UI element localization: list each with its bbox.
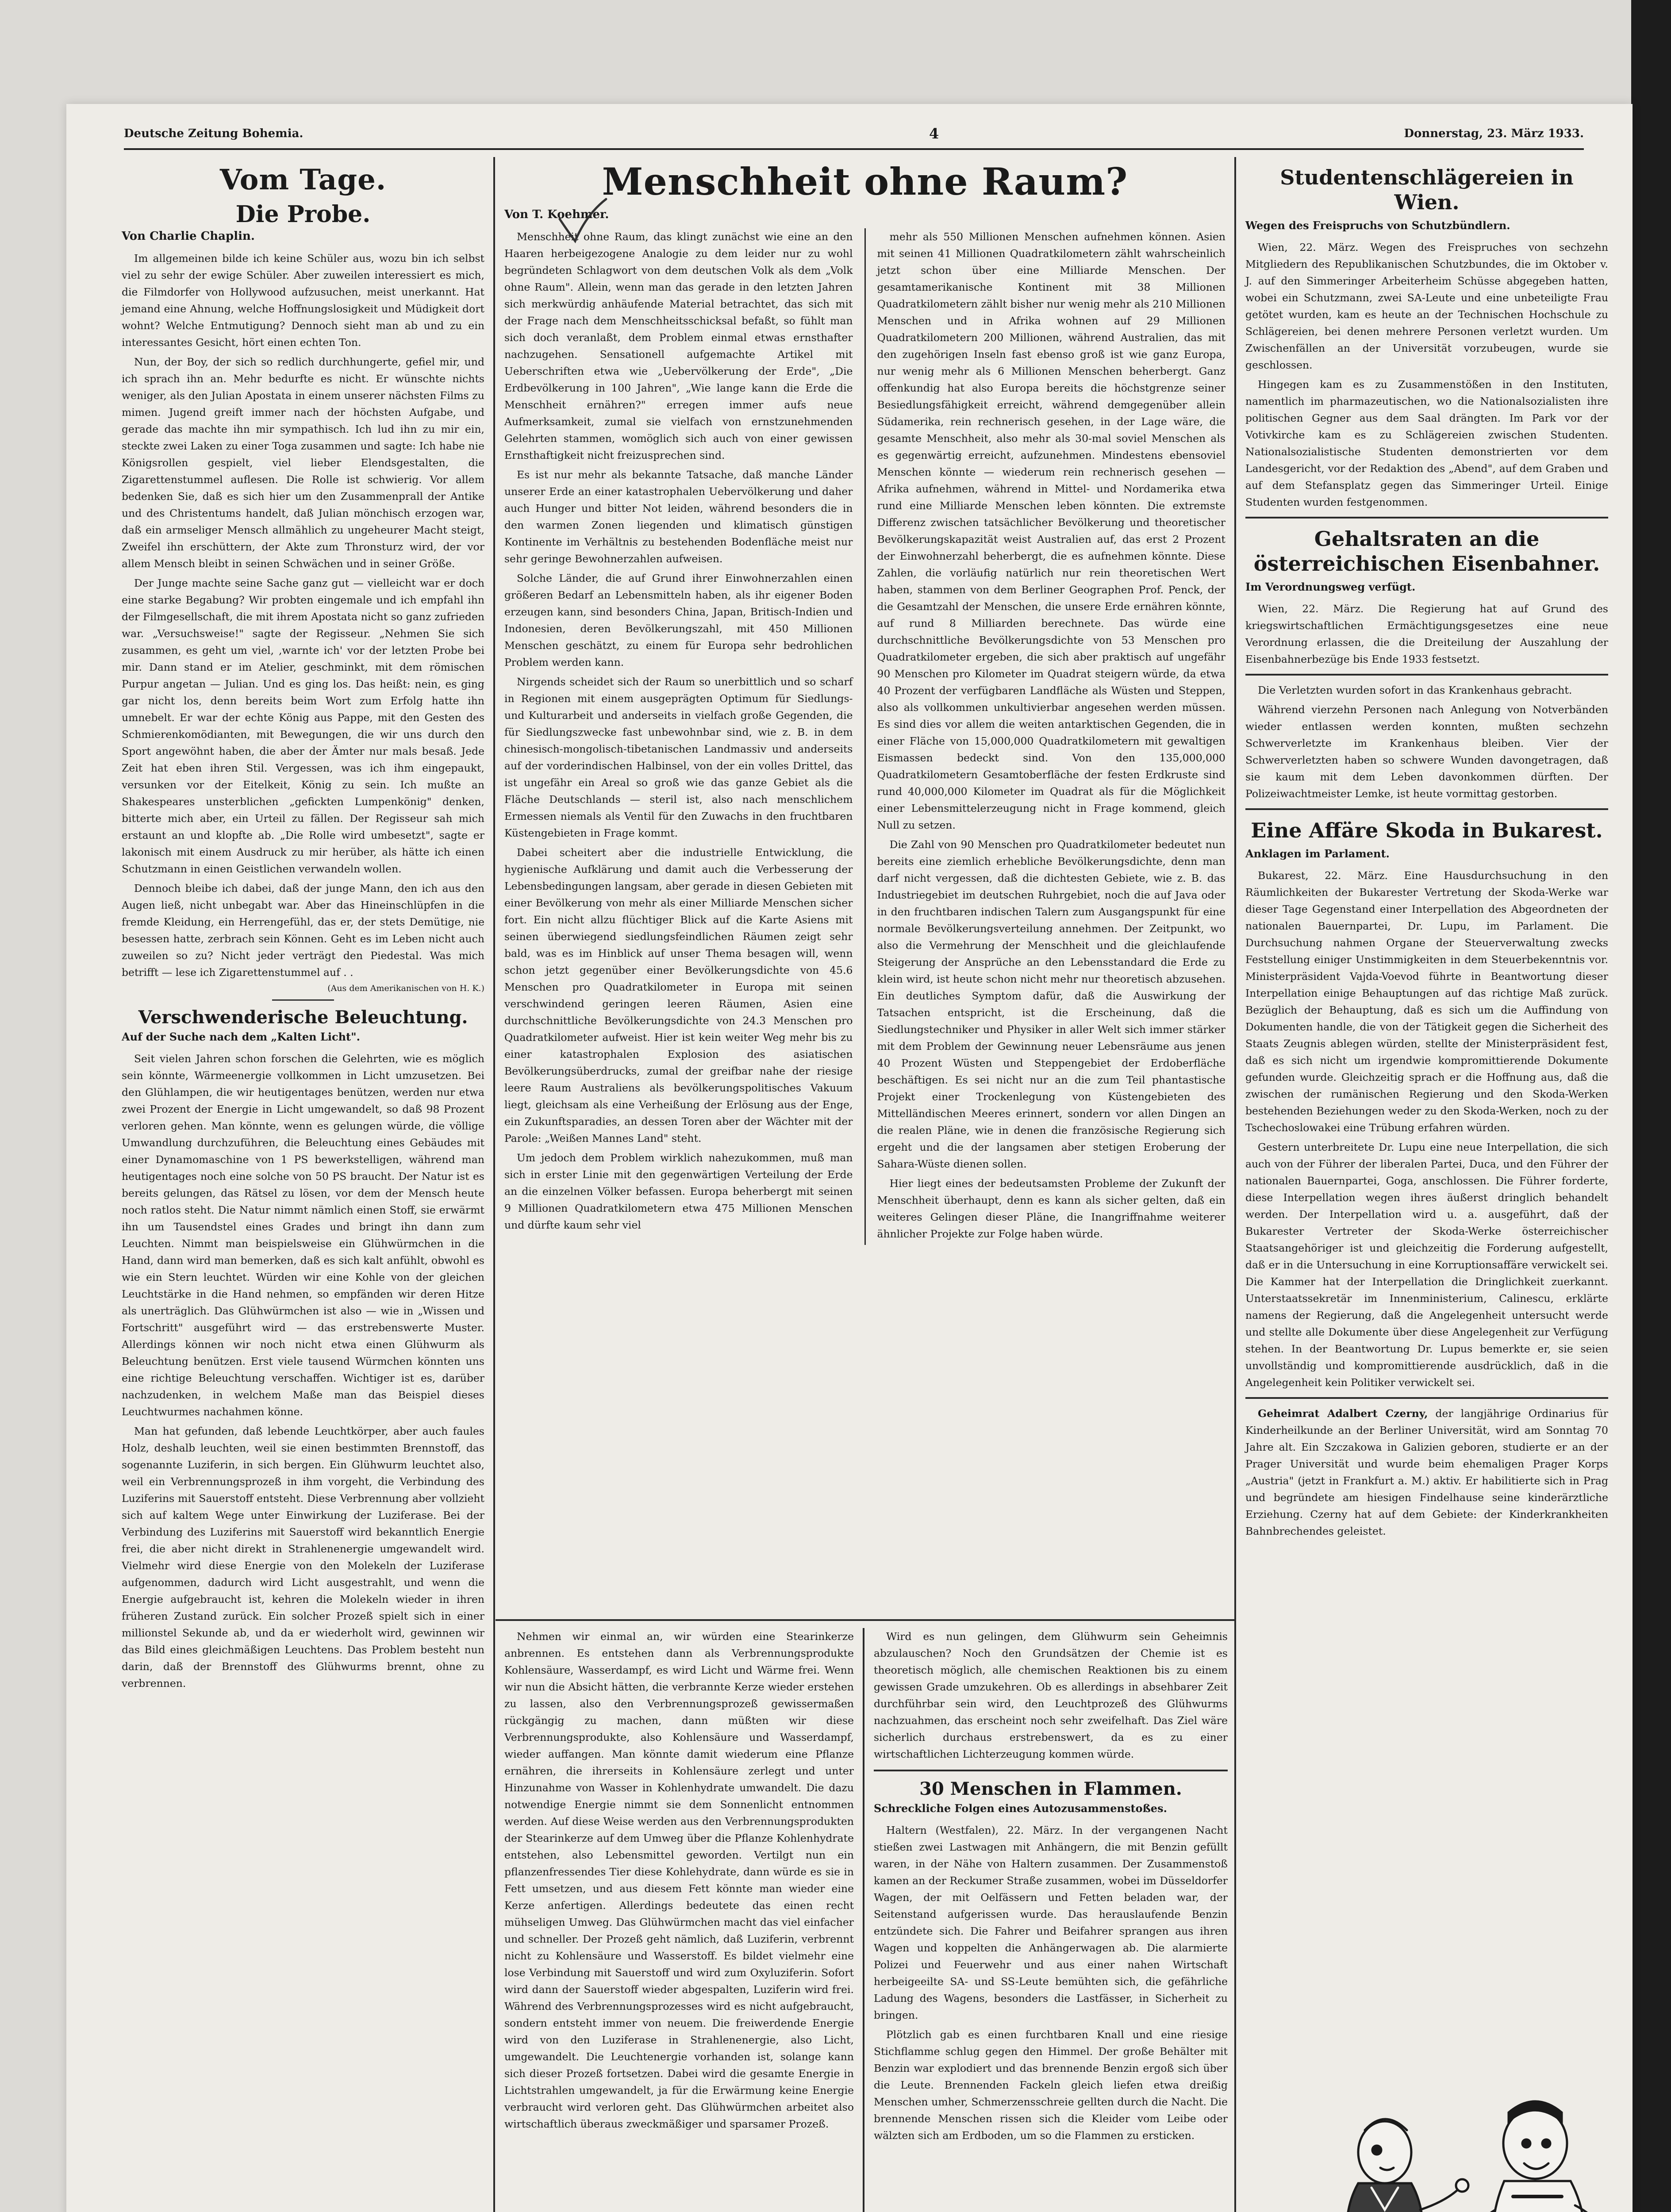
article-credit: (Aus dem Amerikanischen von H. K.)	[327, 983, 484, 993]
divider	[1245, 808, 1608, 810]
divider	[272, 999, 334, 1001]
article-paragraph: Wien, 22. März. Die Regierung hat auf Grund des kriegswirtschaftlichen Ermächtigungsgesetzes eine neue Verordnung erlassen, die die Dreiteilung der Auszahlung der Eisenbahnerbezüge bis Ende 1933 festsetzt.	[1245, 603, 1608, 665]
cartoon-illustration	[1274, 2055, 1655, 2212]
pencil-checkmark	[555, 197, 608, 246]
column-2-continuation	[504, 1628, 854, 2135]
article-lead: Geheimrat Adalbert Czerny,	[1258, 1407, 1428, 1420]
article-paragraph: Dabei scheitert aber die industrielle Entwicklung, die hygienische Aufklärung und damit auch die Verbesserung der Lebensbedingungen langsam, aber gerade in diesen Gebieten mit einer Bevölkerung von mehr als einer Milliarde Menschen sicher fort. Ein nicht allzu flüchtiger Blick auf die Karte Asiens mit seinen überwiegend siedlungsfeindlichen Räumen zeigt sehr bald, was es im Hinblick auf unser Thema besagen will, wenn schon jetzt gegenüber einer Bevölkerungsdichte von 45.6 Menschen pro Quadratkilometer in Europa mit seinen verschwindend geringen leeren Räumen, Asien eine durchschnittliche Bevölkerungsdichte von 24.3 Menschen pro Quadratkilometer aufweist. Hier ist kein weiter Weg mehr bis zu einer katastrophalen Explosion des asiatischen Bevölkerungsüberdrucks, zumal der greifbar nahe der riesige leere Raum Australiens als bevölkerungspolitisches Vakuum liegt, gleichsam als eine Verheißung der Erlösung aus der Enge, ein Zukunftsparadies, an dessen Toren aber der Wächter mit der Parole: „Weißen Mannes Land" steht.	[504, 846, 853, 1144]
article-paragraph: Gestern unterbreitete Dr. Lupu eine neue Interpellation, die sich auch von der Führer der liberalen Partei, Duca, und den Führer der nationalen Bauernpartei, Goga, anschlossen. Die Führer forderte, diese Interpellation wegen ihres äußerst dringlich behandelt werden. Der Interpellation wird u. a. ausgeführt, daß der Bukarester Vertreter der Skoda-Werke österreichischer Staatsangehöriger ist und gleichzeitig die Forderung aufgestellt, daß er in die Untersuchung in eine Korruptionsaffäre verwickelt sei. Die Kammer hat der Interpellation die Dringlichkeit zuerkannt. Unterstaatssekretär im Innenministerium, Calinescu, erklärte namens der Regierung, daß die Angelegenheit untersucht werde und stellte alle Dokumente über diese Angelegenheit zur Verfügung stehen. In der Beantwortung Dr. Lupus bemerkte er, sie seien unvollständig und kompromittierende ausdrücklich, daß in die Angelegenheit kein Politiker verwickelt sei.	[1245, 1141, 1608, 1389]
article-paragraph: Nehmen wir einmal an, wir würden eine Stearinkerze anbrennen. Es entstehen dann als Verbrennungsprodukte Kohlensäure, Wasserdampf, es wird Licht und Wärme frei. Wenn wir nun die Absicht hätten, die verbrannte Kerze wieder erstehen zu lassen, also den Verbrennungsprozeß gewissermaßen rückgängig zu machen, dann müßten wir diese Verbrennungsprodukte, also Kohlensäure und Wasserdampf, wieder auffangen. Man könnte damit wiederum eine Pflanze ernähren, die ihrerseits in Kohlensäure zerlegt und unter Hinzunahme von Wasser in Kohlenhydrate umwandelt. Die dazu notwendige Energie nimmt sie dem Sonnenlicht entnommen werden. Auf diese Weise werden aus den Verbrennungsprodukten der Stearinkerze auf dem Umweg über die Pflanze Kohlenhydrate entstehen, also Lebensmittel geworden. Vertilgt nun ein pflanzenfressendes Tier diese Kohlehydrate, dann würde es sie in Fett umsetzen, und aus diesem Fett könnte man wieder eine Kerze anfertigen. Allerdings bedeutete das einen recht mühseligen Umweg. Das Glühwürmchen macht das viel einfacher und schneller. Der Prozeß geht nämlich, daß Luziferin, verbrennt nicht zu Kohlensäure und Wasserstoff. Es bildet vielmehr eine lose Verbindung mit Sauerstoff und wird zum Oxyluziferin. Sofort wird dann der Sauerstoff wieder abgespalten, Luziferin wird frei. Während des Verbrennungsprozesses wird es nicht aufgebraucht, sondern entsteht immer von neuem. Die freiwerdende Energie wird von den Luziferase in Strahlenenergie, also Licht, umgewandelt. Die Leuchtenergie vorhanden ist, solange kann sich dieser Prozeß fortsetzen. Dabei wird die gesamte Energie in Lichtstrahlen umgewandelt, ja für die Erwärmung keine Energie verbraucht wird verloren geht. Das Glühwürmchen arbeitet also wirtschaftlich überaus zweckmäßiger und sparsamer Prozeß.	[504, 1630, 854, 2130]
article-paragraph	[1245, 1405, 1608, 1540]
header-page-number: 4	[929, 125, 939, 142]
column-rule-inner	[863, 1628, 864, 2212]
article-paragraph: Wird es nun gelingen, dem Glühwurm sein Geheimnis abzulauschen? Noch den Grundsätzen der Chemie ist es theoretisch möglich, alle chemischen Reaktionen bis zu einem gewissen Grade umzukehren. Ob es allerdings in absehbarer Zeit durchführbar sein wird, den Leuchtprozeß des Glühwurms nachzuahmen, das erscheint noch sehr zweifelhaft. Das Ziel wäre sicherlich durchaus erstrebenswert, da es zu einer wirtschaftlichen Lichterzeugung kommen würde.	[874, 1630, 1228, 1760]
header-date: Donnerstag, 23. März 1933.	[1404, 127, 1584, 140]
newspaper-page	[66, 104, 1633, 2212]
divider	[1245, 517, 1608, 518]
article-paragraph: Der Junge machte seine Sache ganz gut — vielleicht war er doch eine starke Begabung? Wir probten eingemale und ich empfahl ihn der Filmgesellschaft, die mit ihrem Apostata nicht so ganz zufrieden war. „Versuchsweise!" sagte der Regisseur. „Nehmen Sie sich zusammen, es geht um viel, ‚warnte ich' vor der letzten Probe bei mir. Dann stand er im Atelier, geschminkt, mit dem römischen Purpur angetan — Julian. Und es ging los. Das heißt: nein, es ging gar nicht los, denn bereits beim Wort zum Erfolg hatte ihn umnebelt. Er war der echte König aus Pappe, mit den Gesten des Schmierenkomödianten, mit Bewegungen, die wir uns durch den Sport angewöhnt haben, die aber der Ämter nur mals besaß. Jede Zeit hat eben ihren Stil. Vergessen, was ich ihm eingepaukt, versunken vor der Eitelkeit, König zu sein. Ich mußte an Shakespeares unsterblichen „gefickten Lumpenkönig" denken, bitterte mich aber, ein Urteil zu fällen. Der Regisseur sah mich erstaunt an und klopfte ab. „Die Rolle wird umbesetzt", sagte er lakonisch mit einem Ausdruck zu mir herüber, als hätte ich einen Schutzmann in einen Geistlichen verwandeln wollen.	[122, 577, 484, 875]
article-paragraph: Menschheit ohne Raum, das klingt zunächst wie eine an den Haaren herbeigezogene Analogie zu dem leider nur zu wohl begründeten Schlagwort von dem deutschen Volk als dem „Volk ohne Raum". Allein, wenn man das gerade in den letzten Jahren sich merkwürdig anhäufende Material betrachtet, das sich mit der Frage nach dem Menschheitsschicksal befaßt, so fühlt man sich doch veranlaßt, dem Problem einmal etwas ernsthafter nachzugehen. Sensationell aufgemachte Artikel mit Ueberschriften etwa wie „Uebervölkerung der Erde", „Die Erdbevölkerung in 100 Jahren", „Wie lange kann die Erde die Menschheit ernähren?" erregen immer aufs neue Aufmerksamkeit, zumal sie vielfach von ernstzunehmenden Gelehrten stammen, womöglich sich auch von einer gewissen Ernsthaftigkeit nicht freizusprechen sind.	[504, 230, 853, 461]
main-article-title: Menschheit ohne Raum?	[602, 160, 1128, 204]
column-1	[122, 157, 484, 1694]
scan-border	[1631, 0, 1671, 2212]
article-paragraph: Hier liegt eines der bedeutsamsten Probleme der Zukunft der Menschheit überhaupt, denn es kann als sicher gelten, daß ein weiteres Gelingen dieser Pläne, die Inangriffnahme weiterer ähnlicher Projekte zur Folge haben würde.	[877, 1177, 1225, 1240]
article-subtitle: Auf der Suche nach dem „Kalten Licht".	[122, 1030, 360, 1043]
article-paragraph: Haltern (Westfalen), 22. März. In der vergangenen Nacht stießen zwei Lastwagen mit Anhängern, die mit Benzin gefüllt waren, in der Nähe von Haltern zusammen. Der Zusammenstoß kamen an der Reckumer Straße zusammen, wobei im Düsseldorfer Wagen, der mit Oelfässern und Fetten beladen war, der Seitenstand aufgerissen wurde. Das herauslaufende Benzin entzündete sich. Die Fahrer und Beifahrer sprangen aus ihren Wagen und koppelten die Anhängerwagen ab. Die alarmierte Polizei und Feuerwehr und aus einer nahen Wirtschaft herbeigeeilte SA- und SS-Leute bemühten sich, die gefährliche Ladung des Wagens, besonders die Lastfässer, in Sicherheit zu bringen.	[874, 1824, 1228, 2021]
article-paragraph: Die Verletzten wurden sofort in das Krankenhaus gebracht.	[1258, 684, 1572, 696]
inner-rule	[864, 228, 866, 1245]
column-2	[504, 157, 1225, 1245]
article-subtitle: Anklagen im Parlament.	[1245, 847, 1390, 860]
section-rule	[496, 1619, 1234, 1621]
article-paragraph: Bukarest, 22. März. Eine Hausdurchsuchung in den Räumlichkeiten der Bukarester Vertretung der Skoda-Werke war dieser Tage Gegenstand einer Interpellation des Abgeordneten der nationalen Bauernpartei, Dr. Lupu, im Parlament. Die Durchsuchung nahmen Organe der Steuerverwaltung zwecks Feststellung einiger Unstimmigkeiten in dem Steuerbekenntnis vor. Ministerpräsident Vajda-Voevod führte in Beantwortung dieser Interpellation einige Behauptungen auf das richtige Maß zurück. Bezüglich der Behauptung, daß es sich um die Auffindung von Dokumenten handle, die von der Tätigkeit gegen die Sicherheit des Staats Zeugnis ablegen würden, stellte der Ministerpräsident fest, daß es sich nicht um irgendwie kompromittierende Dokumente gefunden wurde. Gleichzeitig sprach er die Hoffnung aus, daß die zwischen der rumänischen Regierung und den Skoda-Werken bestehenden Beziehungen weder zu den Skoda-Werken, noch zu der Tschechoslowakei eine Trübung erfahren würden.	[1245, 869, 1608, 1134]
article-text: der langjährige Ordinarius für Kinderheilkunde an der Berliner Universität, wird am Sonntag 70 Jahre alt. Ein Szczakowa in Galizien geboren, studierte er an der Prager Universität und wurde beim ehemaligen Prager Korps „Austria" (jetzt in Frankfurt a. M.) aktiv. Er habilitierte sich in Prag und begründete am hiesigen Findelhause seine kinderärztliche Erziehung. Czerny hat auf dem Gebiete: der Kinderkrankheiten Bahnbrechendes geleistet.	[1245, 1407, 1608, 1537]
article-byline: Von Charlie Chaplin.	[122, 230, 255, 243]
main-article-body	[504, 228, 1225, 1245]
article-title: Die Probe.	[235, 201, 371, 228]
article-subtitle: Im Verordnungsweg verfügt.	[1245, 580, 1416, 593]
section-title: Vom Tage.	[219, 163, 387, 196]
column-rule-2	[1234, 157, 1236, 2212]
main-article-col-b	[877, 228, 1226, 1245]
article-paragraph: Die Zahl von 90 Menschen pro Quadratkilometer bedeutet nun bereits eine ziemlich erhebliche Bevölkerungsdichte, denn man darf nicht vergessen, daß die dichtesten Gebiete, wie z. B. das Industriegebiet im deutschen Ruhrgebiet, noch die auf Java oder in den fruchtbaren indischen Talern zum Ausgangspunkt für eine normale Bevölkerungsverteilung annehmen. Der Zeitpunkt, wo also die Vermehrung der Menschheit und die gleichlaufende Steigerung der Ansprüche an den Lebensstandard die Erde zu klein wird, ist heute schon nicht mehr nur theoretisch abzusehen. Ein deutliches Symptom dafür, daß die Auswirkung der Tatsachen entspricht, ist die Erscheinung, daß die Siedlungstechniker und Physiker in aller Welt sich immer stärker mit dem Problem der Gewinnung neuer Lebensräume aus jenen 40 Prozent Wüsten und Steppengebiet der Erdoberfläche beschäftigen. Es sei nicht nur an die zum Teil phantastische Projekt einer Trockenlegung von Küstengebieten des Mittelländischen Meeres erinnert, sondern vor allen Dingen an die realen Pläne, wie in denen die französische Regierung sich ergeht und die der langsamen aber stetigen Eroberung der Sahara-Wüste dienen sollen.	[877, 838, 1225, 1170]
article-title: 30 Menschen in Flammen.	[919, 1778, 1182, 1799]
main-article-byline: Von T. Koehmer.	[504, 208, 609, 221]
article-subtitle: Schreckliche Folgen eines Autozusammenstoßes.	[874, 1802, 1167, 1815]
article-paragraph: Plötzlich gab es einen furchtbaren Knall und eine riesige Stichflamme schlug gegen den Himmel. Der große Behälter mit Benzin war explodiert und das brennende Benzin ergoß sich über die Leute. Brennenden Fackeln gleich liefen etwa dreißig Menschen umher, Schmerzensschreie gellten durch die Nacht. Die brennende Menschen rissen sich die Kleider vom Leibe oder wälzten sich am Erdboden, um so die Flammen zu ersticken.	[874, 2028, 1228, 2142]
article-paragraph: Wien, 22. März. Wegen des Freispruches von sechzehn Mitgliedern des Republikanischen Schutzbundes, die im Oktober v. J. auf den Simmeringer Arbeiterheim Schüsse abgegeben hatten, wobei ein Schutzmann, zwei SA-Leute und eine unbeteiligte Frau getötet wurden, kam es heute an der Technischen Hochschule zu Schlägereien, bei denen mehrere Personen verletzt wurden. Um Zwischenfällen an der Universität vorzubeugen, wurde sie geschlossen.	[1245, 241, 1608, 371]
main-article-col-a	[504, 228, 853, 1245]
article-paragraph: Während vierzehn Personen nach Anlegung von Notverbänden wieder entlassen werden konnten, mußten sechzehn Schwerverletzte im Krankenhaus bleiben. Vier der Schwerverletzten haben so schwere Wunden davongetragen, daß sie kaum mit dem Leben davonkommen dürften. Der Polizeiwachtmeister Lemke, ist heute vormittag gestorben.	[1245, 703, 1608, 800]
column-3	[1245, 157, 1608, 1542]
page-header	[124, 122, 1584, 150]
article-paragraph: Nun, der Boy, der sich so redlich durchhungerte, gefiel mir, und ich sprach ihn an. Mehr bedurfte es nicht. Er wünschte nichts weniger, als den Julian Apostata in einem unserer nächsten Films zu mimen. Jugend greift immer nach der höchsten Aufgabe, und gerade das machte ihn mir sympathisch. Ich lud ihn zu mir ein, steckte zwei Laken zu einer Toga zusammen und sagte: Ich habe nie Königsrollen gespielt, viel lieber Elendsgestalten, die Zigarettenstummel auflesen. Die Rolle ist schwierig. Vor allem bedenken Sie, daß es sich hier um den Zusammenprall der Antike und des Christentums handelt, daß Julian mönchisch erzogen war, daß ein armseliger Mensch allmählich zu ungeheurer Macht steigt, Zweifel ihn erschüttern, der Akte zum Thronsturz wird, der vor allem Mensch bleibt in seinen Schwächen und in seiner Größe.	[122, 356, 484, 570]
article-paragraph: Nirgends scheidet sich der Raum so unerbittlich und so scharf in Regionen mit einem ausgeprägten Optimum für Siedlungs- und Kulturarbeit und anderseits in vielfach große Gegenden, die für Siedlungszwecke fast unbewohnbar sind, wie z. B. in dem chinesisch-mongolisch-tibetanischen Landmassiv und anderseits auf der vorderindischen Halbinsel, von der ein volles Drittel, das ist ungefähr ein Areal so groß wie das ganze Gebiet als die Fläche Deutschlands — steril ist, also nach menschlichem Ermessen niemals als Ventil für den Zuwachs in den fruchtbaren Küstengebieten in Frage kommt.	[504, 676, 853, 839]
column-rule-1	[493, 157, 495, 2212]
article-title: Eine Affäre Skoda in Bukarest.	[1251, 818, 1603, 842]
article-paragraph: Es ist nur mehr als bekannte Tatsache, daß manche Länder unserer Erde an einer katastrophalen Uebervölkerung und daher auch Hunger und bitter Not leiden, während besonders die in den warmen Zonen liegenden und klimatisch günstigen Kontinente im Verhältnis zu bestehenden Bodenfläche meist nur sehr geringe Bewohnerzahlen aufweisen.	[504, 469, 853, 565]
article-title: Verschwenderische Beleuchtung.	[138, 1007, 468, 1028]
header-paper-name: Deutsche Zeitung Bohemia.	[124, 127, 303, 140]
divider	[1245, 674, 1608, 676]
article-paragraph: Solche Länder, die auf Grund ihrer Einwohnerzahlen einen größeren Bedarf an Lebensmitteln haben, als ihr eigener Boden erzeugen kann, sind besonders China, Japan, Britisch-Indien und Indonesien, deren Bevölkerungszahl, mit 450 Millionen Menschen geschätzt, zu einem für Europa sehr bedrohlichen Problem werden kann.	[504, 572, 853, 668]
article-title: Studentenschlägereien in Wien.	[1280, 165, 1574, 214]
article-title: Gehaltsraten an die österreichischen Eisenbahner.	[1253, 527, 1600, 576]
article-paragraph: Im allgemeinen bilde ich keine Schüler aus, wozu bin ich selbst viel zu sehr der ewige Schüler. Aber zuweilen interessiert es mich, die Filmdorfer von Hollywood aufzusuchen, meist unerkannt. Hat jemand eine Ahnung, welche Hoffnungslosigkeit und Müdigkeit dort wohnt? Welche Entmutigung? Dennoch sieht man ab und zu ein interessantes Gesicht, hört einen echten Ton.	[122, 252, 484, 349]
column-2b-continuation	[874, 1628, 1228, 2147]
divider	[874, 1770, 1228, 1771]
article-paragraph: Dennoch bleibe ich dabei, daß der junge Mann, den ich aus den Augen ließ, nicht unbegabt war. Aber das Hineinschlüpfen in die fremde Kleidung, ein Herrengefühl, das er, der stets Demütige, nie besessen hatte, zerbrach sein Können. Geht es im Leben nicht auch zuweilen so zu? Nicht jeder verträgt den Piedestal. Was mich betrifft — lese ich Zigarettenstummel auf . .	[122, 882, 484, 979]
article-paragraph: Hingegen kam es zu Zusammenstößen in den Instituten, namentlich im pharmazeutischen, wo die Nationalsozialisten ihre politischen Gegner aus dem Saal drängten. Im Park vor der Votivkirche kam es zu Schlägereien zwischen Studenten. Nationalsozialistische Studenten demonstrierten vor dem Landesgericht, vor der Redaktion des „Abend", auf dem Graben und auf dem Stefansplatz gegen das Simmeringer Urteil. Einige Studenten wurden festgenommen.	[1245, 378, 1608, 508]
article-paragraph: mehr als 550 Millionen Menschen aufnehmen können. Asien mit seinen 41 Millionen Quadratkilometern zählt wahrscheinlich jetzt schon über eine Milliarde Menschen. Der gesamtamerikanische Kontinent mit 38 Millionen Quadratkilometern zählt bisher nur wenig mehr als 210 Millionen Menschen und in Afrika wohnen auf 29 Millionen Quadratkilometern 200 Millionen, während Australien, das mit den zugehörigen Inseln fast ebenso groß ist wie ganz Europa, nur wenig mehr als 6 Millionen Menschen beherbergt. Ganz offenkundig hat also Europa bereits die höchstgrenze seiner Besiedlungsfähigkeit erreicht, während demgegenüber allein Südamerika, rein rechnerisch gesehen, in der Lage wäre, die gesamte Menschheit, also mehr als 30-mal soviel Menschen als es gegenwärtig erreicht, aufzunehmen. Mindestens ebensoviel Menschen könnte — wiederum rein rechnerisch gesehen — Afrika aufnehmen, während in Mittel- und Nordamerika etwa rund eine Milliarde Menschen leben könnten. Die extremste Differenz zwischen tatsächlicher Bevölkerung und theoretischer Bevölkerungskapazität weist Australien auf, das erst 2 Prozent der Einwohnerzahl beherbergt, die es aufnehmen könnte. Diese Zahlen, die vorläufig natürlich nur rein theoretischen Wert haben, stammen von dem Berliner Geographen Prof. Penck, der die Gesamtzahl der Menschen, die unsere Erde ernähren könnte, auf rund 8 Milliarden berechnete. Das würde eine durchschnittliche Bevölkerungsdichte von 53 Menschen pro Quadratkilometer ergeben, die sich aber praktisch auf ungefähr 90 Menschen pro Kilometer im Quadrat steigern würde, da etwa 40 Prozent der verfügbaren Landfläche als Wüsten und Steppen, also als vollkommen unkultivierbar angesehen werden müssen. Es sind dies vor allem die weiten antarktischen Gegenden, die in einer Fläche von 15,000,000 Quadratkilometern mit gewaltigen Eismassen bedeckt sind. Von den 135,000,000 Quadratkilometern Gesamtoberfläche der festen Erdkruste sind rund 40,000,000 Kilometer im Quadrat als für die Möglichkeit einer Lebensmittelerzeugung nicht in Frage kommend, gleich Null zu setzen.	[877, 230, 1225, 831]
divider	[1245, 1397, 1608, 1399]
article-paragraph: Seit vielen Jahren schon forschen die Gelehrten, wie es möglich sein könnte, Wärmeenergie vollkommen in Licht umzusetzen. Bei den Glühlampen, die wir heutigentages benützen, werden nur etwa zwei Prozent der Energie in Licht umgewandelt, so daß 98 Prozent verloren gehen. Man könnte, wenn es gelungen würde, die völlige Umwandlung durchzuführen, die Beleuchtung eines Gebäudes mit einer Dynamomaschine von 1 PS bewerkstelligen, während man heutigentages noch eine solche von 50 PS braucht. Der Natur ist es bereits gelungen, das Rätsel zu lösen, vor dem der Mensch heute noch ratlos steht. Die Natur nimmt nämlich einen Stoff, sie erwärmt ihn um Tausendstel eines Grades und bringt ihn dann zum Leuchten. Nimmt man beispielsweise ein Glühwürmchen in die Hand, dann wird man bemerken, daß es sich kalt anfühlt, obwohl es wie ein Stern leuchtet. Würden wir eine Kohle von der gleichen Leuchtstärke in die Hand nehmen, so empfänden wir deren Hitze als unerträglich. Das Glühwürmchen ist also — wie in „Wissen und Fortschritt" ausgeführt wird — das erstrebenswerte Muster. Allerdings können wir noch nicht etwa einen Glühwurm als Beleuchtung benützen. Erst viele tausend Würmchen könnten uns eine richtige Beleuchtung verschaffen. Wichtiger ist es, darüber nachzudenken, in welchem Maße man das Beispiel dieses Leuchtwurmes nachahmen könne.	[122, 1052, 484, 1418]
article-paragraph: Um jedoch dem Problem wirklich nahezukommen, muß man sich in erster Linie mit den gegenwärtigen Verteilung der Erde an die einzelnen Völker befassen. Europa beherbergt mit seinen 9 Millionen Quadratkilometern etwa 475 Millionen Menschen und dürfte kaum sehr viel	[504, 1152, 853, 1231]
article-paragraph: Man hat gefunden, daß lebende Leuchtkörper, aber auch faules Holz, deshalb leuchten, weil sie einen bestimmten Brennstoff, das sogenannte Luziferin, in sich bergen. Ein Glühwurm leuchtet also, weil ein Verbrennungsprozeß in ihm vorgeht, die Verbindung des Luziferins mit Sauerstoff entsteht. Diese Verbrennung aber vollzieht sich auf kaltem Wege unter Einwirkung der Luziferase. Bei der Verbindung des Luziferins mit Sauerstoff wird bekanntlich Energie frei, die aber nicht direkt in Strahlenenergie umgewandelt wird. Vielmehr wird diese Energie von den Molekeln der Luziferase aufgenommen, dadurch wird Licht ausgestrahlt, und wenn die Energie aufgebraucht ist, kehren die Molekeln wieder in ihren früheren Zustand zurück. Ein solcher Prozeß spielt sich in einer millionstel Sekunde ab, und da er wiederholt wird, gewinnen wir das Bild eines gleichmäßigen Leuchtens. Das Problem besteht nun darin, daß der Brennstoff des Glühwurms brennt, ohne zu verbrennen.	[122, 1425, 484, 1690]
article-subtitle: Wegen des Freispruchs von Schutzbündlern.	[1245, 219, 1510, 232]
